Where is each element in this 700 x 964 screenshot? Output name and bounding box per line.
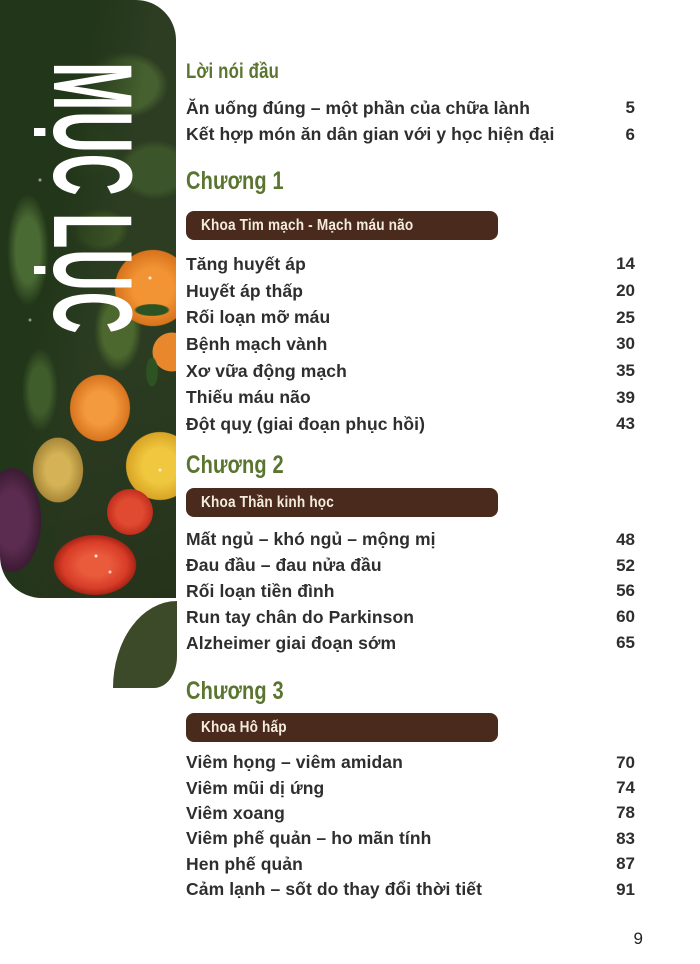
chapter-1-heading — [186, 168, 635, 194]
toc-entry — [186, 579, 635, 605]
toc-entry-label: Rối loạn tiền đình — [186, 580, 335, 601]
toc-entry-label: Viêm mũi dị ứng — [186, 777, 325, 798]
toc-entry-label: Hen phế quản — [186, 853, 303, 874]
toc-entry-page: 43 — [616, 414, 635, 434]
toc-entry — [186, 750, 635, 775]
toc-entry-page: 48 — [616, 529, 635, 549]
toc-entry-page: 52 — [616, 555, 635, 575]
intro-entry-list — [186, 95, 635, 148]
toc-entry-page: 6 — [625, 124, 635, 144]
toc-entry — [186, 304, 635, 331]
toc-entry — [186, 630, 635, 656]
toc-entry-page: 60 — [616, 607, 635, 627]
toc-entry-page: 78 — [616, 803, 635, 823]
toc-entry-page: 5 — [625, 98, 635, 118]
toc-entry-label: Xơ vữa động mạch — [186, 360, 347, 381]
toc-entry — [186, 278, 635, 305]
toc-entry — [186, 95, 635, 122]
toc-entry-label: Cảm lạnh – sốt do thay đổi thời tiết — [186, 879, 483, 900]
intro-heading-label: Lời nói đầu — [186, 60, 280, 83]
chapter-2-heading — [186, 452, 635, 478]
toc-entry-page: 87 — [616, 854, 635, 874]
toc-entry-page: 56 — [616, 581, 635, 601]
chapter-3-banner — [186, 713, 498, 742]
page-number: 9 — [633, 929, 643, 948]
toc-entry-page: 14 — [616, 254, 635, 274]
toc-entry-page: 91 — [616, 879, 635, 899]
toc-entry-page: 70 — [616, 752, 635, 772]
toc-entry — [186, 877, 635, 902]
chapter-3-entry-list — [186, 750, 635, 902]
toc-entry-label: Huyết áp thấp — [186, 280, 304, 301]
toc-entry-label: Alzheimer giai đoạn sớm — [186, 632, 397, 653]
chapter-2-banner-label: Khoa Thần kinh học — [201, 493, 335, 511]
toc-entry-label: Ăn uống đúng – một phần của chữa lành — [186, 97, 531, 118]
toc-entry — [186, 801, 635, 826]
toc-entry-label: Run tay chân do Parkinson — [186, 606, 415, 627]
chapter-1-banner — [186, 211, 498, 240]
leaf-decoration — [113, 601, 177, 688]
toc-entry — [186, 852, 635, 877]
toc-entry-label: Viêm xoang — [186, 802, 285, 823]
toc-entry-label: Mất ngủ – khó ngủ – mộng mị — [186, 529, 436, 550]
toc-entry-page: 65 — [616, 633, 635, 653]
toc-entry-page: 39 — [616, 387, 635, 407]
chapter-2-heading-label: Chương 2 — [186, 451, 284, 479]
vertical-page-title: MỤC LỤC — [30, 62, 155, 335]
toc-entry — [186, 775, 635, 800]
toc-entry-label: Viêm phế quản – ho mãn tính — [186, 828, 432, 849]
toc-entry — [186, 384, 635, 411]
toc-entry — [186, 251, 635, 278]
chapter-3-heading — [186, 678, 635, 704]
toc-entry-label: Bệnh mạch vành — [186, 333, 328, 354]
vegetables-photo — [0, 0, 176, 598]
toc-entry — [186, 122, 635, 149]
chapter-2-entry-list — [186, 527, 635, 656]
chapter-1-heading-label: Chương 1 — [186, 167, 284, 195]
chapter-2-banner — [186, 488, 498, 517]
toc-entry-page: 25 — [616, 307, 635, 327]
intro-heading — [186, 61, 635, 83]
toc-entry — [186, 331, 635, 358]
toc-entry-page: 83 — [616, 828, 635, 848]
toc-entry-page: 20 — [616, 281, 635, 301]
toc-entry-page: 74 — [616, 778, 635, 798]
toc-entry-page: 35 — [616, 361, 635, 381]
chapter-1-banner-label: Khoa Tim mạch - Mạch máu não — [201, 216, 414, 234]
chapter-3-banner-label: Khoa Hô hấp — [201, 718, 287, 736]
toc-entry — [186, 358, 635, 385]
toc-entry-label: Đột quỵ (giai đoạn phục hồi) — [186, 413, 426, 434]
toc-entry — [186, 411, 635, 438]
toc-entry-label: Thiếu máu não — [186, 387, 311, 408]
toc-entry-label: Viêm họng – viêm amidan — [186, 752, 403, 773]
toc-entry-label: Tăng huyết áp — [186, 253, 306, 274]
toc-entry — [186, 553, 635, 579]
chapter-3-heading-label: Chương 3 — [186, 677, 284, 705]
toc-entry — [186, 604, 635, 630]
toc-entry-label: Rối loạn mỡ máu — [186, 307, 331, 328]
chapter-1-entry-list — [186, 251, 635, 438]
toc-entry-page: 30 — [616, 334, 635, 354]
toc-entry-label: Đau đầu – đau nửa đầu — [186, 555, 382, 576]
toc-entry — [186, 826, 635, 851]
toc-entry — [186, 527, 635, 553]
toc-entry-label: Kết hợp món ăn dân gian với y học hiện đại — [186, 124, 555, 145]
